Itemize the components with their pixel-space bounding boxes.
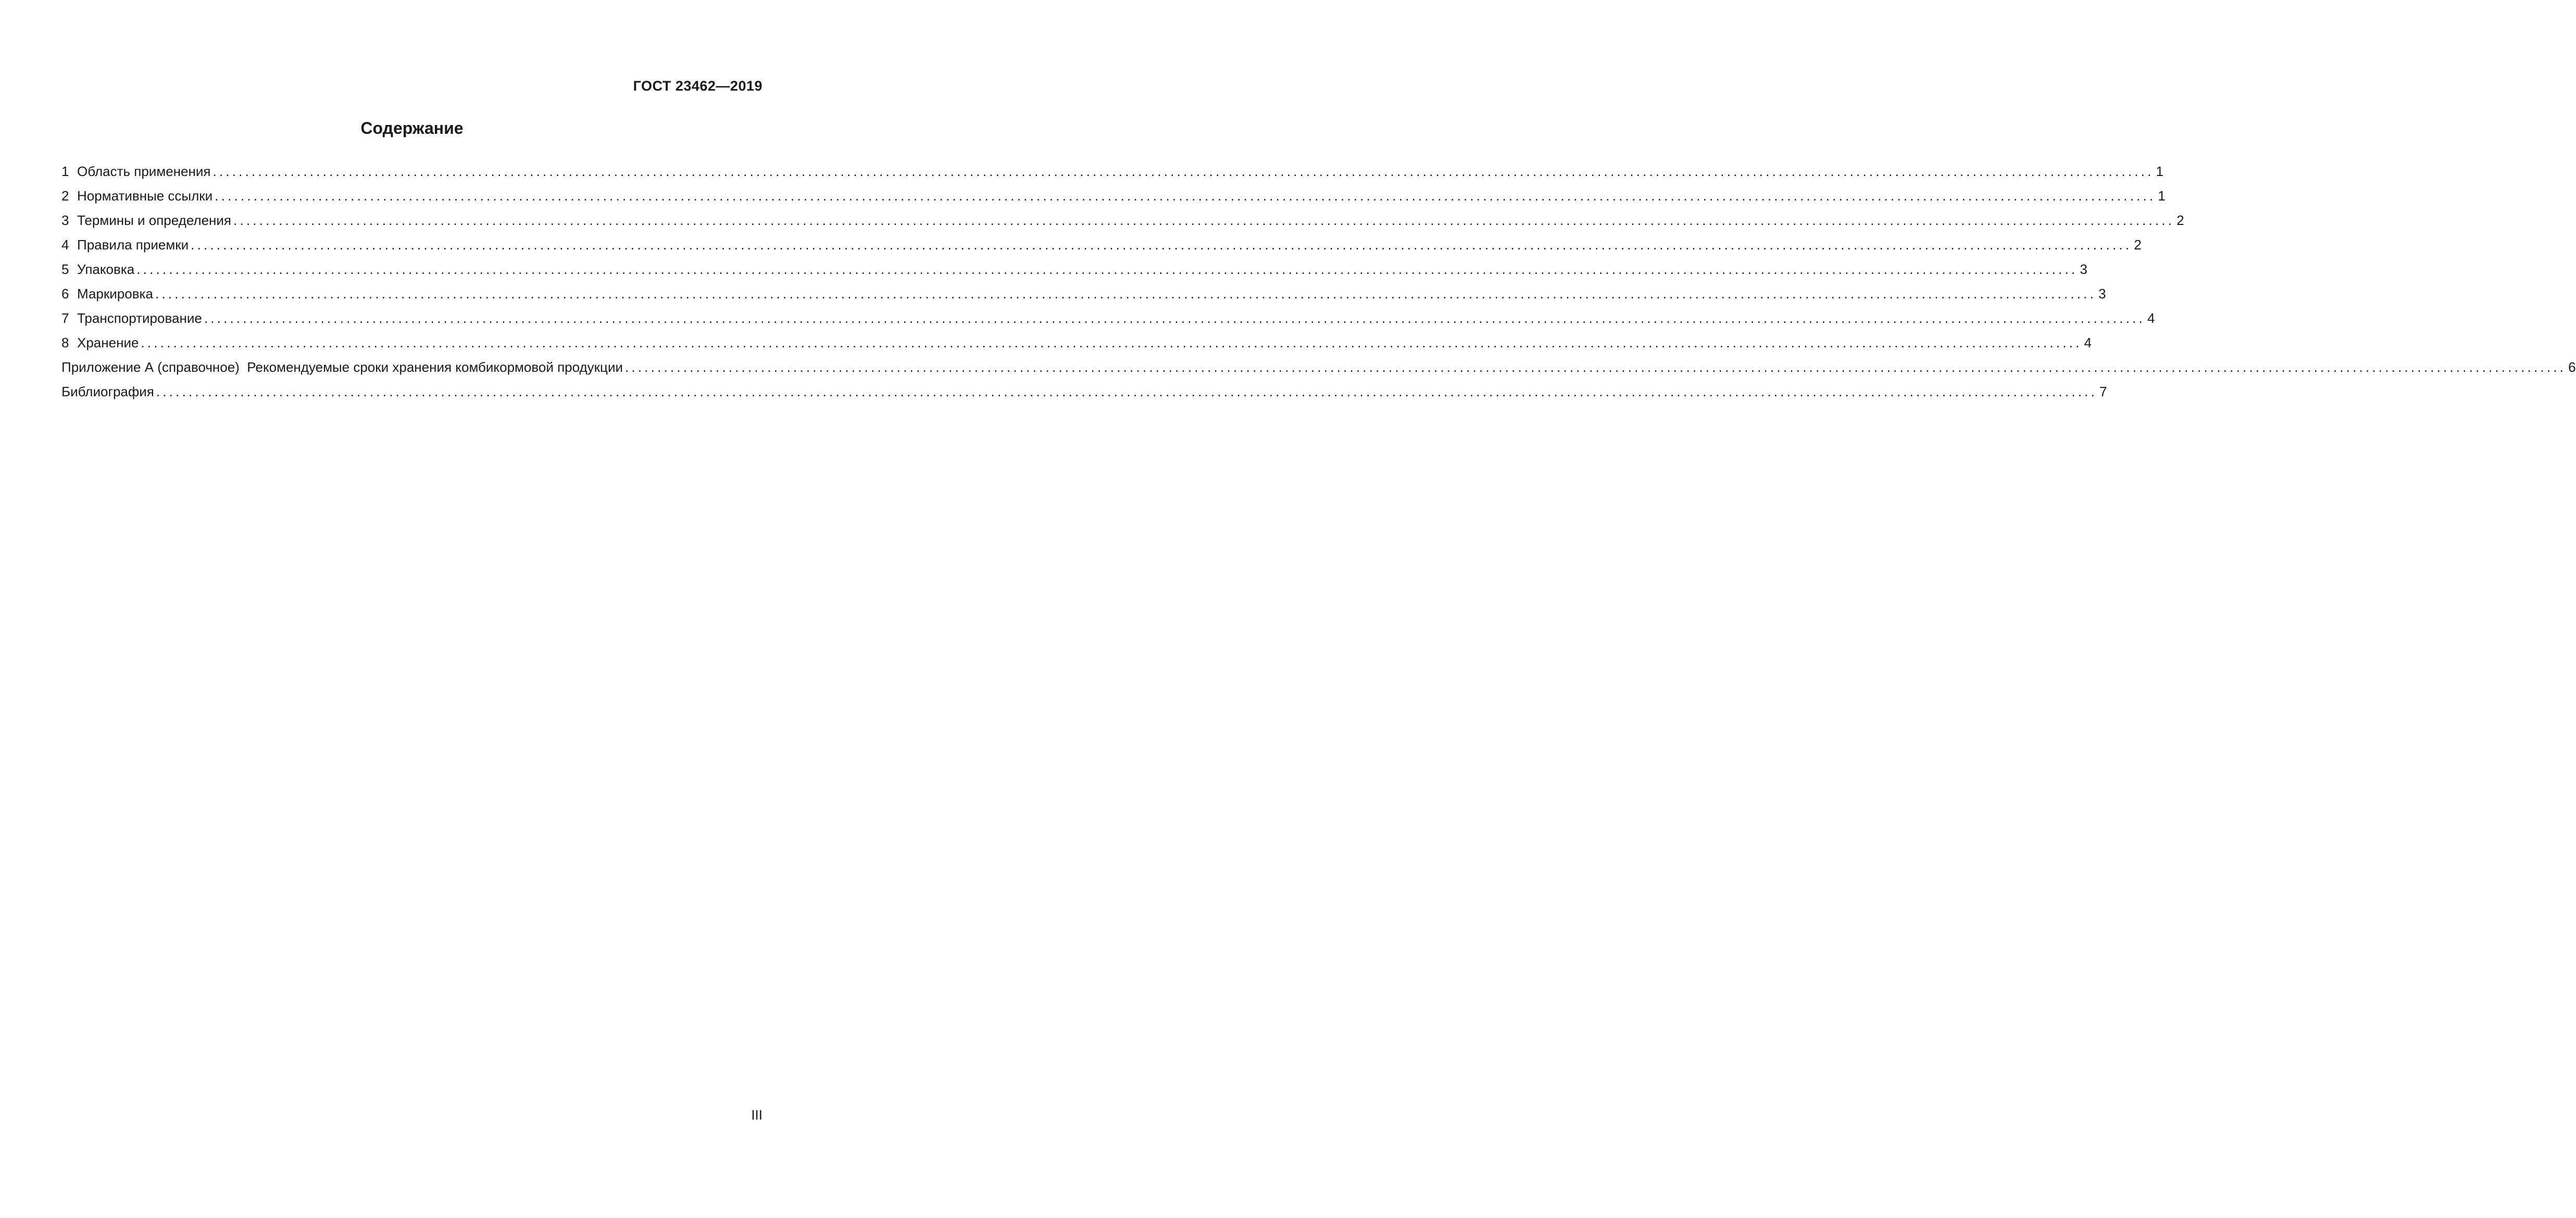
toc-item-number: 7: [61, 310, 69, 326]
toc-item-title: Хранение: [77, 335, 139, 350]
toc-dot-leader: ............................................................................................................................................................................................................................................................................................................: [204, 310, 2145, 326]
document-code: ГОСТ 23462—2019: [633, 78, 762, 94]
toc-item-appendix[interactable]: [61, 355, 2576, 380]
toc-item-page: 3: [2080, 261, 2087, 277]
toc-item-title: Область применения: [77, 164, 211, 179]
toc-item-bibliography[interactable]: [61, 380, 2107, 404]
toc-item[interactable]: [61, 208, 2184, 233]
toc-dot-leader: ............................................................................................................................................................................................................................................................................................................: [155, 286, 2097, 302]
toc-dot-leader: ............................................................................................................................................................................................................................................................................................................: [156, 384, 2097, 399]
toc-item-page: 1: [2156, 164, 2164, 179]
toc-item-number: 6: [61, 286, 69, 302]
toc-item[interactable]: [61, 282, 2106, 306]
table-of-contents: [61, 159, 2576, 404]
toc-item-page: 2: [2177, 212, 2184, 228]
toc-item[interactable]: [61, 233, 2142, 257]
toc-item-title: Библиография: [61, 384, 154, 399]
toc-item[interactable]: [61, 257, 2087, 282]
toc-dot-leader: ............................................................................................................................................................................................................................................................................................................: [233, 212, 2175, 228]
toc-item[interactable]: [61, 159, 2164, 184]
toc-item-page: 3: [2098, 286, 2106, 302]
toc-dot-leader: ............................................................................................................................................................................................................................................................................................................: [212, 164, 2154, 179]
toc-dot-leader: ............................................................................................................................................................................................................................................................................................................: [625, 359, 2567, 375]
toc-item-title: Приложение А (справочное) Рекомендуемые сроки хранения комбикормовой продукции: [61, 359, 623, 375]
toc-item-title: Термины и определения: [77, 212, 232, 228]
toc-item-title: Нормативные ссылки: [77, 188, 213, 204]
toc-dot-leader: ............................................................................................................................................................................................................................................................................................................: [215, 188, 2156, 204]
toc-item-title: Транспортирование: [77, 310, 202, 326]
toc-item-number: 1: [61, 164, 69, 179]
toc-item-title: Маркировка: [77, 286, 153, 302]
toc-dot-leader: ............................................................................................................................................................................................................................................................................................................: [141, 335, 2082, 350]
toc-item-number: 5: [61, 261, 69, 277]
toc-item-page: 4: [2084, 335, 2092, 350]
toc-item-number: 3: [61, 212, 69, 228]
toc-item-page: 7: [2099, 384, 2107, 399]
page-number: III: [751, 1107, 762, 1123]
toc-item[interactable]: [61, 306, 2155, 331]
toc-item-title: Правила приемки: [77, 237, 189, 253]
toc-dot-leader: ............................................................................................................................................................................................................................................................................................................: [136, 261, 2078, 277]
toc-item[interactable]: [61, 331, 2092, 355]
toc-title: Содержание: [360, 119, 464, 137]
toc-item-page: 4: [2147, 310, 2155, 326]
toc-item[interactable]: [61, 184, 2166, 208]
toc-item-page: 1: [2158, 188, 2166, 204]
toc-item-number: 8: [61, 335, 69, 350]
toc-item-number: 4: [61, 237, 69, 253]
toc-item-title: Упаковка: [77, 261, 135, 277]
toc-item-number: 2: [61, 188, 69, 204]
toc-item-page: 6: [2568, 359, 2576, 375]
toc-item-page: 2: [2134, 237, 2142, 253]
toc-dot-leader: ............................................................................................................................................................................................................................................................................................................: [191, 237, 2132, 253]
